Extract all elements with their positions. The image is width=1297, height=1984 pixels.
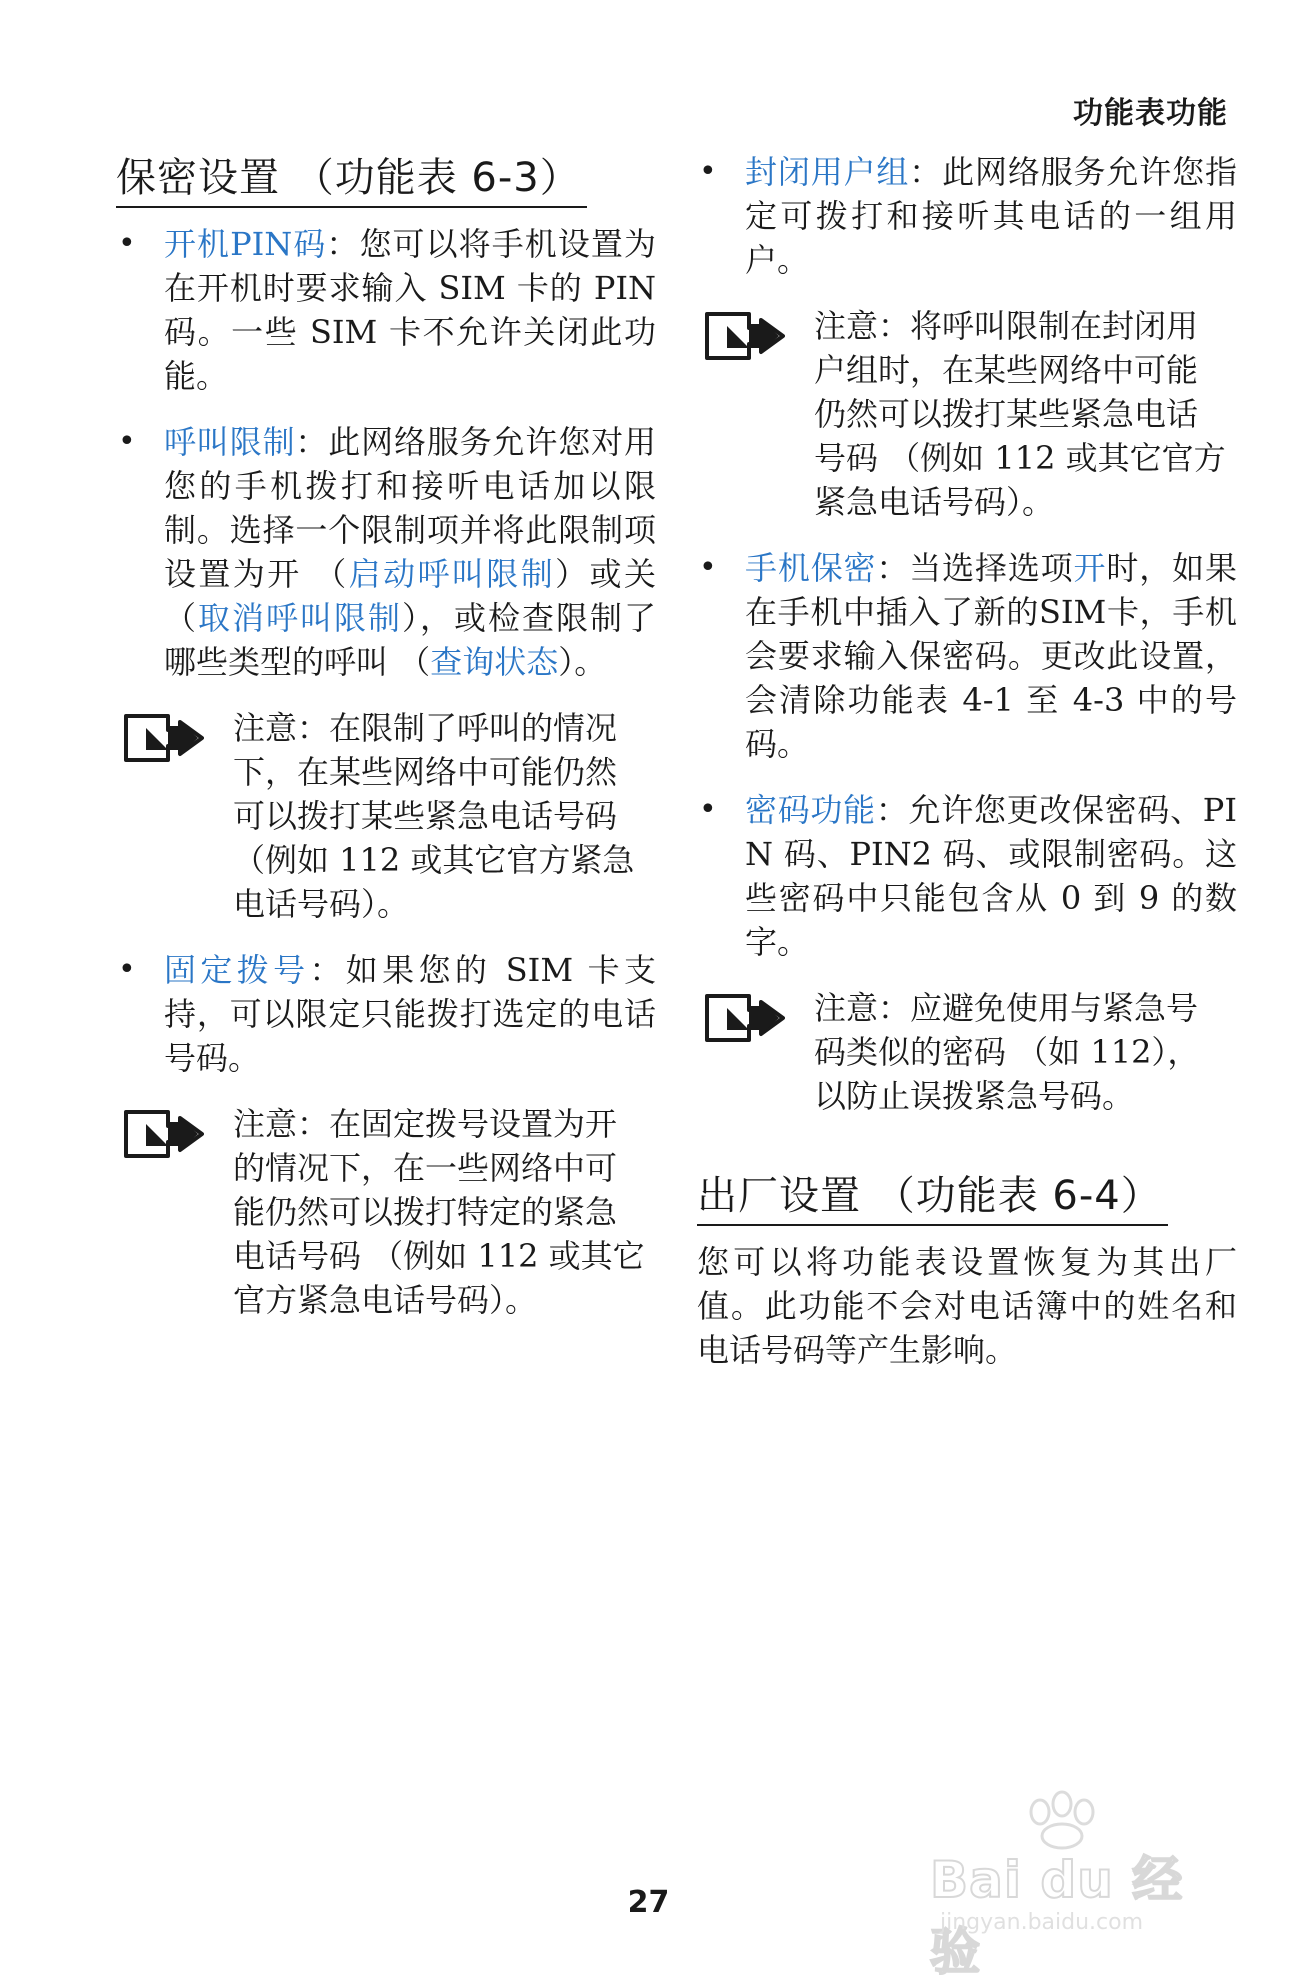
option-link-cancel[interactable]: 取消呼叫限制	[198, 599, 402, 637]
section-heading: 出厂设置 （功能表 6-4）	[697, 1168, 1168, 1226]
note-hand-icon	[122, 1108, 204, 1160]
term-link[interactable]: 封闭用户组	[745, 153, 910, 191]
term-link[interactable]: 开机PIN码	[164, 225, 327, 263]
item-text: 时，如果在手机中插入了新的SIM卡，手机会要求输入保密码。更改此设置，会清除功能表 4-1 至 4-3 中的号码。	[745, 549, 1237, 763]
bullet: •	[118, 226, 136, 261]
section-paragraph: 您可以将功能表设置恢复为其出厂值。此功能不会对电话簿中的姓名和电话号码等产生影响。	[697, 1243, 1237, 1369]
security-settings-section	[116, 150, 656, 1322]
item-text: ：您可以将手机设置为在开机时要求输入 SIM 卡的 PIN 码。一些 SIM 卡不允许关闭此功能。	[164, 225, 656, 395]
list-item-access-codes	[697, 788, 1237, 964]
list-item-power-on-pin	[116, 222, 656, 398]
note-block	[697, 304, 1229, 524]
list-item-phone-security	[697, 546, 1237, 766]
list-item-fixed-dialing	[116, 948, 656, 1080]
watermark-url: jingyan.baidu.com	[940, 1910, 1144, 1935]
bullet: •	[699, 154, 717, 189]
term-link[interactable]: 固定拨号	[164, 951, 310, 989]
note-label: 注意：	[814, 989, 911, 1027]
item-text: ：此网络服务允许您对用您的手机拨打和接听电话加以限制。选择一个限制项并将此限制项设置为开 （	[164, 423, 656, 593]
item-text: ）或关 （	[164, 555, 656, 637]
left-column	[116, 150, 656, 1344]
item-text: ：当选择选项	[876, 549, 1074, 587]
factory-settings-section	[697, 1168, 1237, 1372]
right-column	[697, 150, 1237, 1372]
note-hand-icon	[703, 992, 785, 1044]
section-heading: 保密设置 （功能表 6-3）	[116, 150, 587, 208]
item-text: ：允许您更改保密码、PIN 码、PIN2 码、或限制密码。这些密码中只能包含从 0 到 9 的数字。	[745, 791, 1237, 961]
note-hand-icon	[703, 310, 785, 362]
bullet: •	[699, 550, 717, 585]
item-text: ），或检查限制了哪些类型的呼叫 （	[164, 599, 656, 681]
baidu-watermark	[930, 1790, 1230, 1981]
list-item-call-barring	[116, 420, 656, 684]
note-text: 将呼叫限制在封闭用户组时，在某些网络中可能仍然可以拨打某些紧急电话号码 （例如 112 或其它官方紧急电话号码）。	[814, 307, 1226, 521]
option-link-on[interactable]: 开	[1073, 549, 1107, 587]
item-text: ）。	[558, 643, 607, 681]
note-text: 应避免使用与紧急号码类似的密码 （如 112），以防止误拨紧急号码。	[814, 989, 1200, 1115]
note-block	[116, 1102, 648, 1322]
note-hand-icon	[122, 712, 204, 764]
running-header: 功能表功能	[1073, 96, 1228, 131]
note-text: 在固定拨号设置为开的情况下，在一些网络中可能仍然可以拨打特定的紧急电话号码 （例如 112 或其它官方紧急电话号码）。	[233, 1105, 645, 1319]
note-block	[116, 706, 648, 926]
page-number: 27	[627, 1885, 670, 1920]
item-text: ：如果您的 SIM 卡支持，可以限定只能拨打选定的电话号码。	[164, 951, 656, 1077]
note-label: 注意：	[233, 1105, 330, 1143]
option-link-activate[interactable]: 启动呼叫限制	[348, 555, 556, 593]
term-link[interactable]: 密码功能	[745, 791, 876, 829]
bullet: •	[118, 424, 136, 459]
option-link-status[interactable]: 查询状态	[430, 643, 559, 681]
note-text: 在限制了呼叫的情况下，在某些网络中可能仍然可以拨打某些紧急电话号码 （例如 112 或其它官方紧急电话号码）。	[233, 709, 635, 923]
bullet: •	[118, 952, 136, 987]
list-item-closed-user-group	[697, 150, 1237, 282]
watermark-text: Bai du 经验	[930, 1851, 1184, 1981]
note-label: 注意：	[814, 307, 911, 345]
item-text: ：此网络服务允许您指定可拨打和接听其电话的一组用户。	[745, 153, 1237, 279]
note-block	[697, 986, 1229, 1118]
note-label: 注意：	[233, 709, 330, 747]
term-link[interactable]: 手机保密	[745, 549, 877, 587]
bullet: •	[699, 792, 717, 827]
term-link[interactable]: 呼叫限制	[164, 423, 296, 461]
